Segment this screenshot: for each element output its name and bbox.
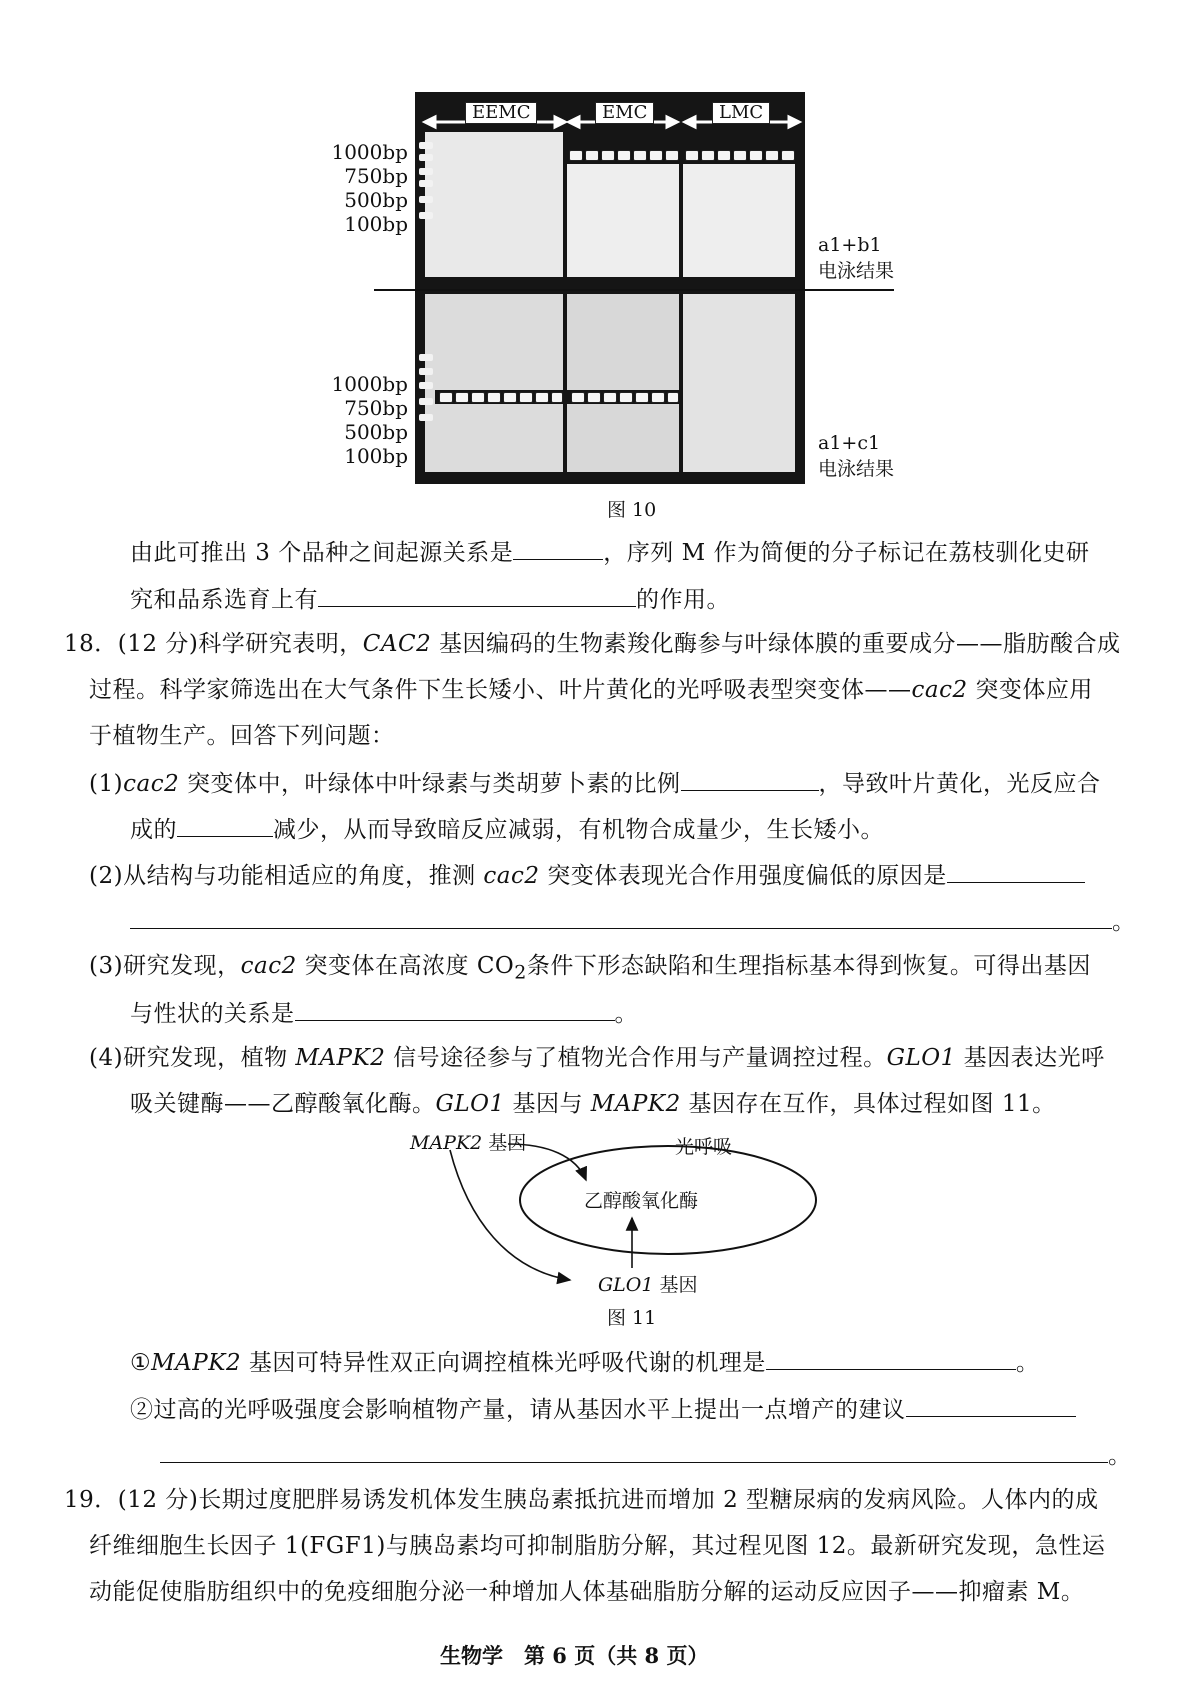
result-text-bottom: 电泳结果 [818,458,895,480]
q18-text: 条件下形态缺陷和生理指标基本得到恢复。可得出基因 [526,953,1091,979]
ladder-label-750-top: 750bp [344,164,408,188]
gel-band [455,392,469,403]
ladder-label-100-bottom: 100bp [344,444,408,468]
arrow-mapk2-to-glo1 [450,1150,570,1280]
ladder-band [419,196,433,203]
gene-name: CAC2 [362,631,432,657]
gel-label-emc: EMC [595,102,654,124]
gene-name: MAPK2 [590,1091,681,1117]
period: 。 [1015,1350,1040,1376]
enzyme-label: 乙醇酸氧化酶 [584,1190,699,1212]
q18-text: 基因编码的生物素羧化酶参与叶绿体膜的重要成分——脂肪酸合成 [431,631,1121,657]
answer-blank[interactable] [130,904,1112,929]
ladder-band [419,414,433,421]
figure10-caption: 图 10 [607,499,657,521]
q18-text: 基因存在互作，具体过程如图 11。 [680,1091,1056,1117]
result-text-top: 电泳结果 [818,260,895,282]
q18-line1 [64,628,1121,660]
ladder-band [419,368,433,375]
q18-part2-line2 [130,904,1136,938]
ladder-label-100-top: 100bp [344,212,408,236]
photorespiration-label: 光呼吸 [675,1136,733,1158]
mapk2-node [410,1128,526,1155]
ladder-band [419,180,433,187]
gel-band [717,150,731,161]
answer-blank[interactable] [947,858,1085,883]
q18-text: 基因与 [504,1091,591,1117]
result-primer-bottom: a1+c1 [818,432,881,454]
gel-lane-divider [679,126,683,484]
q17-text: ，序列 M 作为简便的分子标记在荔枝驯化史研 [603,540,1090,566]
q18-text: 信号途径参与了植物光合作用与产量调控过程。 [385,1045,887,1071]
gene-name: GLO1 [886,1045,956,1071]
gel-label-eemc: EEMC [465,102,537,124]
gel-panel-top-eemc [425,132,563,277]
gel-band [439,392,453,403]
gene-word: 基因 [653,1274,698,1296]
q18-text: 18．(12 分)科学研究表明， [64,631,363,657]
q18-text: 基因表达光呼 [955,1045,1105,1071]
q18-text: 基因可特异性双正向调控植株光呼吸代谢的机理是 [241,1350,766,1376]
gene-word: 基因 [482,1132,527,1154]
answer-blank[interactable] [513,535,603,560]
q18-text: 突变体在高浓度 CO [296,953,515,979]
q18-text: ，导致叶片黄化，光反应合 [818,771,1101,797]
q17-text: 究和品系选育上有 [130,587,318,613]
q18-text: 与性状的关系是 [130,1001,295,1027]
gel-band [667,392,679,403]
q18-line2 [89,674,1093,706]
period: 。 [1108,1443,1132,1469]
gel-band [765,150,779,161]
mutant-name: cac2 [483,863,540,889]
answer-blank[interactable] [766,1345,1016,1370]
q19-line3: 动能促使脂肪组织中的免疫细胞分泌一种增加人体基础脂肪分解的运动反应因子——抑瘤素 M。 [89,1579,1085,1605]
gel-panel-top-emc [567,164,679,277]
gene-name: MAPK2 [151,1350,242,1376]
part-number: (1) [89,771,124,797]
mutant-name: cac2 [911,677,968,703]
mutant-name: cac2 [123,771,180,797]
q17-text: 由此可推出 3 个品种之间起源关系是 [130,540,514,566]
q18-text: 突变体中，叶绿体中叶绿素与类胡萝卜素的比例 [179,771,681,797]
gel-band [619,392,633,403]
gel-band [617,150,631,161]
q17-text: 的作用。 [636,587,730,613]
ladder-label-500-top: 500bp [344,188,408,212]
gel-band [587,392,601,403]
answer-blank[interactable] [318,582,636,607]
ladder-label-1000-top: 1000bp [331,140,408,164]
gel-band [551,392,563,403]
glo1-node [598,1270,698,1297]
glo1-label: GLO1 [598,1274,654,1296]
gel-band [633,150,647,161]
q18-text: (2)从结构与功能相适应的角度，推测 [89,863,484,889]
mutant-name: cac2 [240,953,297,979]
answer-blank[interactable] [906,1392,1076,1417]
q18-sub2-line1 [130,1392,1076,1426]
q17-line2 [130,582,730,616]
result-label-top [818,232,894,284]
gel-lane-divider [563,126,567,484]
result-label-bottom [818,430,894,482]
gel-panel-top-lmc [683,164,795,277]
q18-sub1 [130,1345,1039,1379]
q18-part4-line1 [89,1042,1105,1074]
ladder-band [419,142,433,149]
gel-band [781,150,795,161]
period: 。 [614,1001,638,1027]
q18-text: 过程。科学家筛选出在大气条件下生长矮小、叶片黄化的光呼吸表型突变体—— [89,677,912,703]
answer-blank[interactable] [177,812,273,837]
gel-divider-line [374,289,894,291]
result-primer-top: a1+b1 [818,234,882,256]
gel-band [685,150,699,161]
q17-line1 [130,535,1089,569]
ladder-band [419,398,433,405]
q19-line2: 纤维细胞生长因子 1(FGF1)与胰岛素均可抑制脂肪分解，其过程见图 12。最新研究发现，急性运 [89,1533,1106,1559]
ladder-band [419,354,433,361]
gel-band [571,392,585,403]
ladder-band [419,154,433,161]
q18-part1-line1 [89,766,1101,800]
answer-blank[interactable] [160,1438,1108,1463]
q18-text: 吸关键酶——乙醇酸氧化酶。 [130,1091,436,1117]
page-footer: 生物学 第 6 页（共 8 页） [440,1643,709,1668]
ladder-label-1000-bottom: 1000bp [331,372,408,396]
q18-part3-line1 [89,950,1091,989]
ladder-band [419,168,433,175]
q18-text: 成的 [130,817,177,843]
gel-band [635,392,649,403]
q18-text: 突变体应用 [967,677,1093,703]
q18-text: 减少，从而导致暗反应减弱，有机物合成量少，生长矮小。 [273,817,884,843]
gel-band [749,150,763,161]
gel-band [519,392,533,403]
answer-blank[interactable] [295,996,615,1021]
gel-band [651,392,665,403]
q18-text: 突变体表现光合作用强度偏低的原因是 [539,863,947,889]
gel-band [733,150,747,161]
q18-sub2-line2 [160,1438,1132,1472]
gel-panel-bottom-eemc [425,294,563,472]
gene-name: GLO1 [435,1091,505,1117]
gel-band [503,392,517,403]
figure11-caption: 图 11 [607,1307,657,1329]
circled-number: ① [130,1350,152,1376]
q18-part3-line2 [130,996,638,1030]
q18-part4-line2 [130,1088,1056,1120]
gel-band [701,150,715,161]
gel-band [487,392,501,403]
period: 。 [1112,909,1136,935]
ladder-band [419,382,433,389]
ladder-label-750-bottom: 750bp [344,396,408,420]
gel-electrophoresis-image [415,92,805,484]
q19-line1: 19．(12 分)长期过度肥胖易诱发机体发生胰岛素抵抗进而增加 2 型糖尿病的发病风险。人体内的成 [64,1487,1099,1513]
gel-band [585,150,599,161]
q18-text: (4)研究发现，植物 [89,1045,296,1071]
q18-part2-line1 [89,858,1085,892]
gel-band [601,150,615,161]
q18-line3: 于植物生产。回答下列问题： [89,723,395,749]
gel-label-lmc: LMC [712,102,770,124]
ladder-label-500-bottom: 500bp [344,420,408,444]
gel-panel-bottom-lmc [683,294,795,472]
ladder-band [419,212,433,219]
figure11-diagram [380,1120,920,1300]
gel-band [535,392,549,403]
gel-panel-bottom-emc [567,294,679,472]
gel-band [569,150,583,161]
gel-band [649,150,663,161]
subscript: 2 [514,961,527,984]
q18-text: (3)研究发现， [89,953,241,979]
gel-band [471,392,485,403]
q18-text: ②过高的光呼吸强度会影响植物产量，请从基因水平上提出一点增产的建议 [130,1397,906,1423]
answer-blank[interactable] [681,766,819,791]
gene-name: MAPK2 [295,1045,386,1071]
gel-band [665,150,679,161]
gel-band [603,392,617,403]
mapk2-label: MAPK2 [410,1132,483,1154]
q18-part1-line2 [130,812,884,846]
